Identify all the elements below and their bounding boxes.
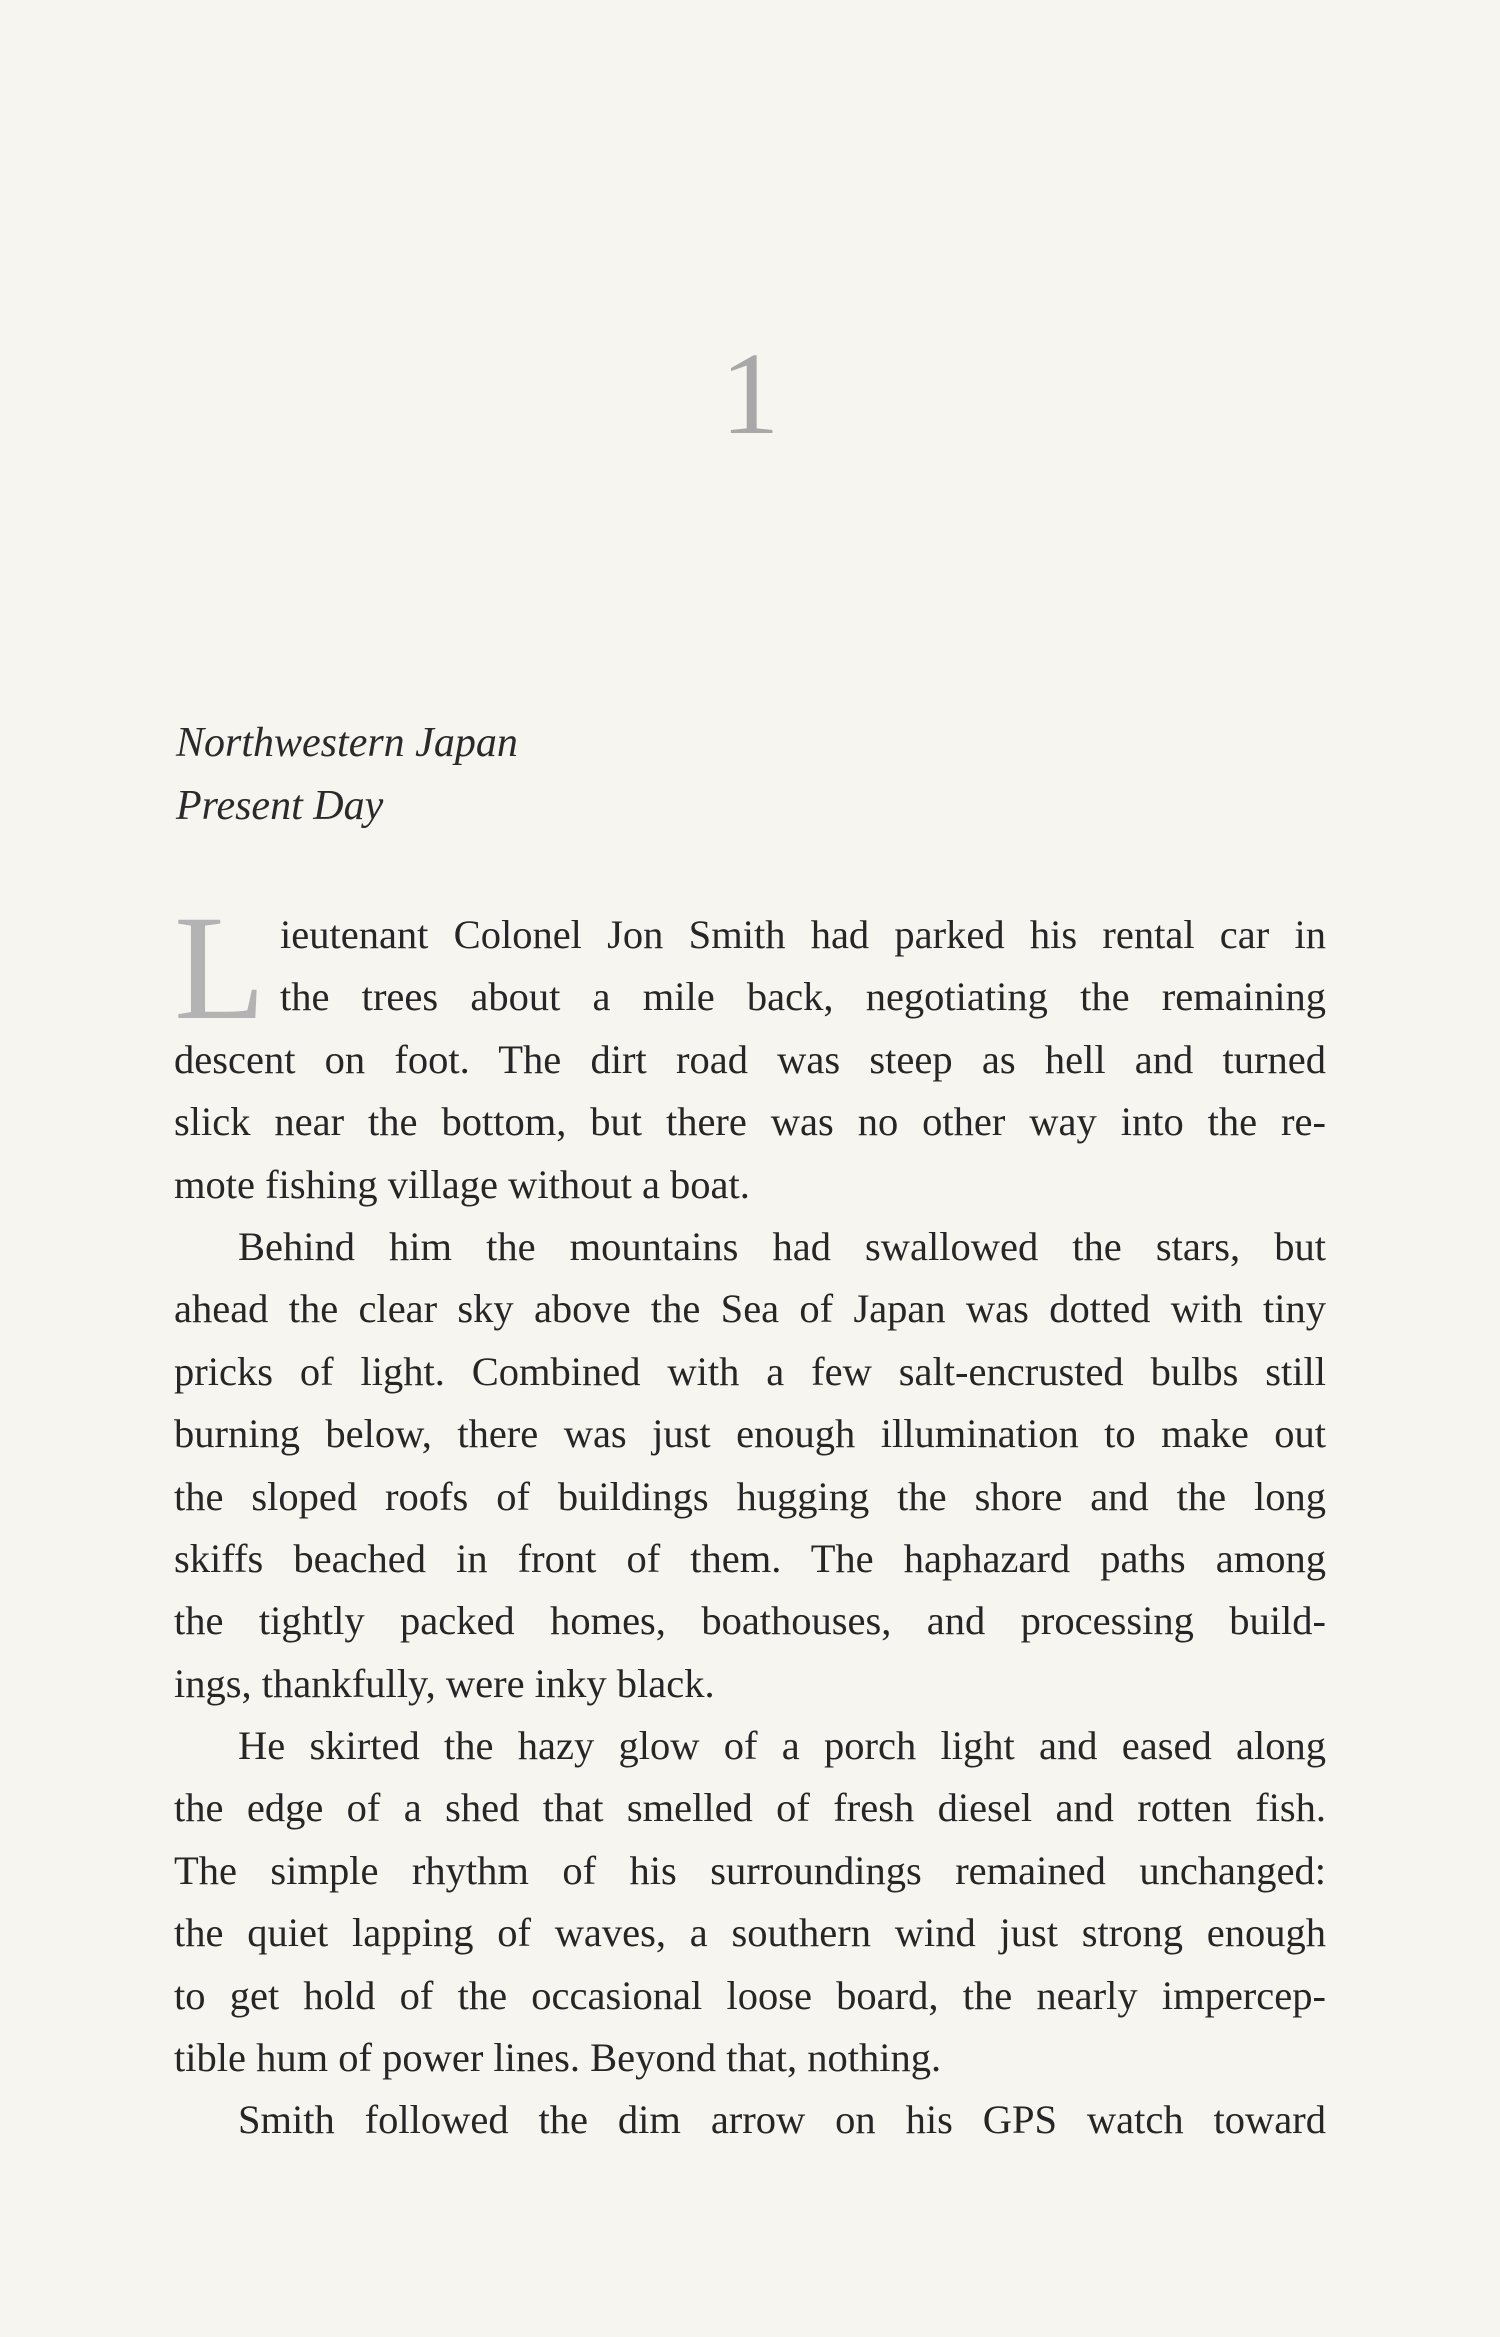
text-line: ieutenant Colonel Jon Smith had parked his rental car in [280,912,1326,957]
chapter-body [174,885,1326,2152]
dateline-location: Northwestern Japan [176,720,518,766]
text-line: to get hold of the occasional loose board, the nearly impercep- [174,1972,1326,2018]
text-line: tible hum of power lines. Beyond that, nothing. [174,2035,942,2081]
chapter-dateline [176,712,518,838]
text-line: ings, thankfully, were inky black. [174,1660,715,1706]
text-line: slick near the bottom, but there was no other way into the re- [174,1099,1326,1145]
text-line: Behind him the mountains had swallowed the stars, but [238,1223,1326,1269]
text-line: mote fishing village without a boat. [174,1161,750,1207]
text-line: the sloped roofs of buildings hugging the shore and the long [174,1473,1326,1519]
dateline-time: Present Day [176,783,384,829]
text-line: skiffs beached in front of them. The haphazard paths among [174,1535,1326,1581]
chapter-number: 1 [720,328,780,459]
text-line: the tightly packed homes, boathouses, and processing build- [174,1598,1326,1644]
text-line: He skirted the hazy glow of a porch light and eased along [238,1723,1326,1769]
drop-cap: L [174,885,266,1051]
text-line: Smith followed the dim arrow on his GPS watch toward [238,2097,1326,2143]
text-line: pricks of light. Combined with a few salt-encrusted bulbs still [174,1348,1326,1394]
text-line: The simple rhythm of his surroundings remained unchanged: [174,1847,1326,1893]
text-line: burning below, there was just enough illumination to make out [174,1411,1326,1457]
text-line: ahead the clear sky above the Sea of Japan was dotted with tiny [174,1286,1326,1332]
text-line: the edge of a shed that smelled of fresh diesel and rotten fish. [174,1785,1326,1831]
text-line: the trees about a mile back, negotiating the remaining [280,974,1326,1020]
text-line: the quiet lapping of waves, a southern wind just strong enough [174,1910,1326,1956]
text-line: descent on foot. The dirt road was steep as hell and turned [174,1036,1326,1082]
